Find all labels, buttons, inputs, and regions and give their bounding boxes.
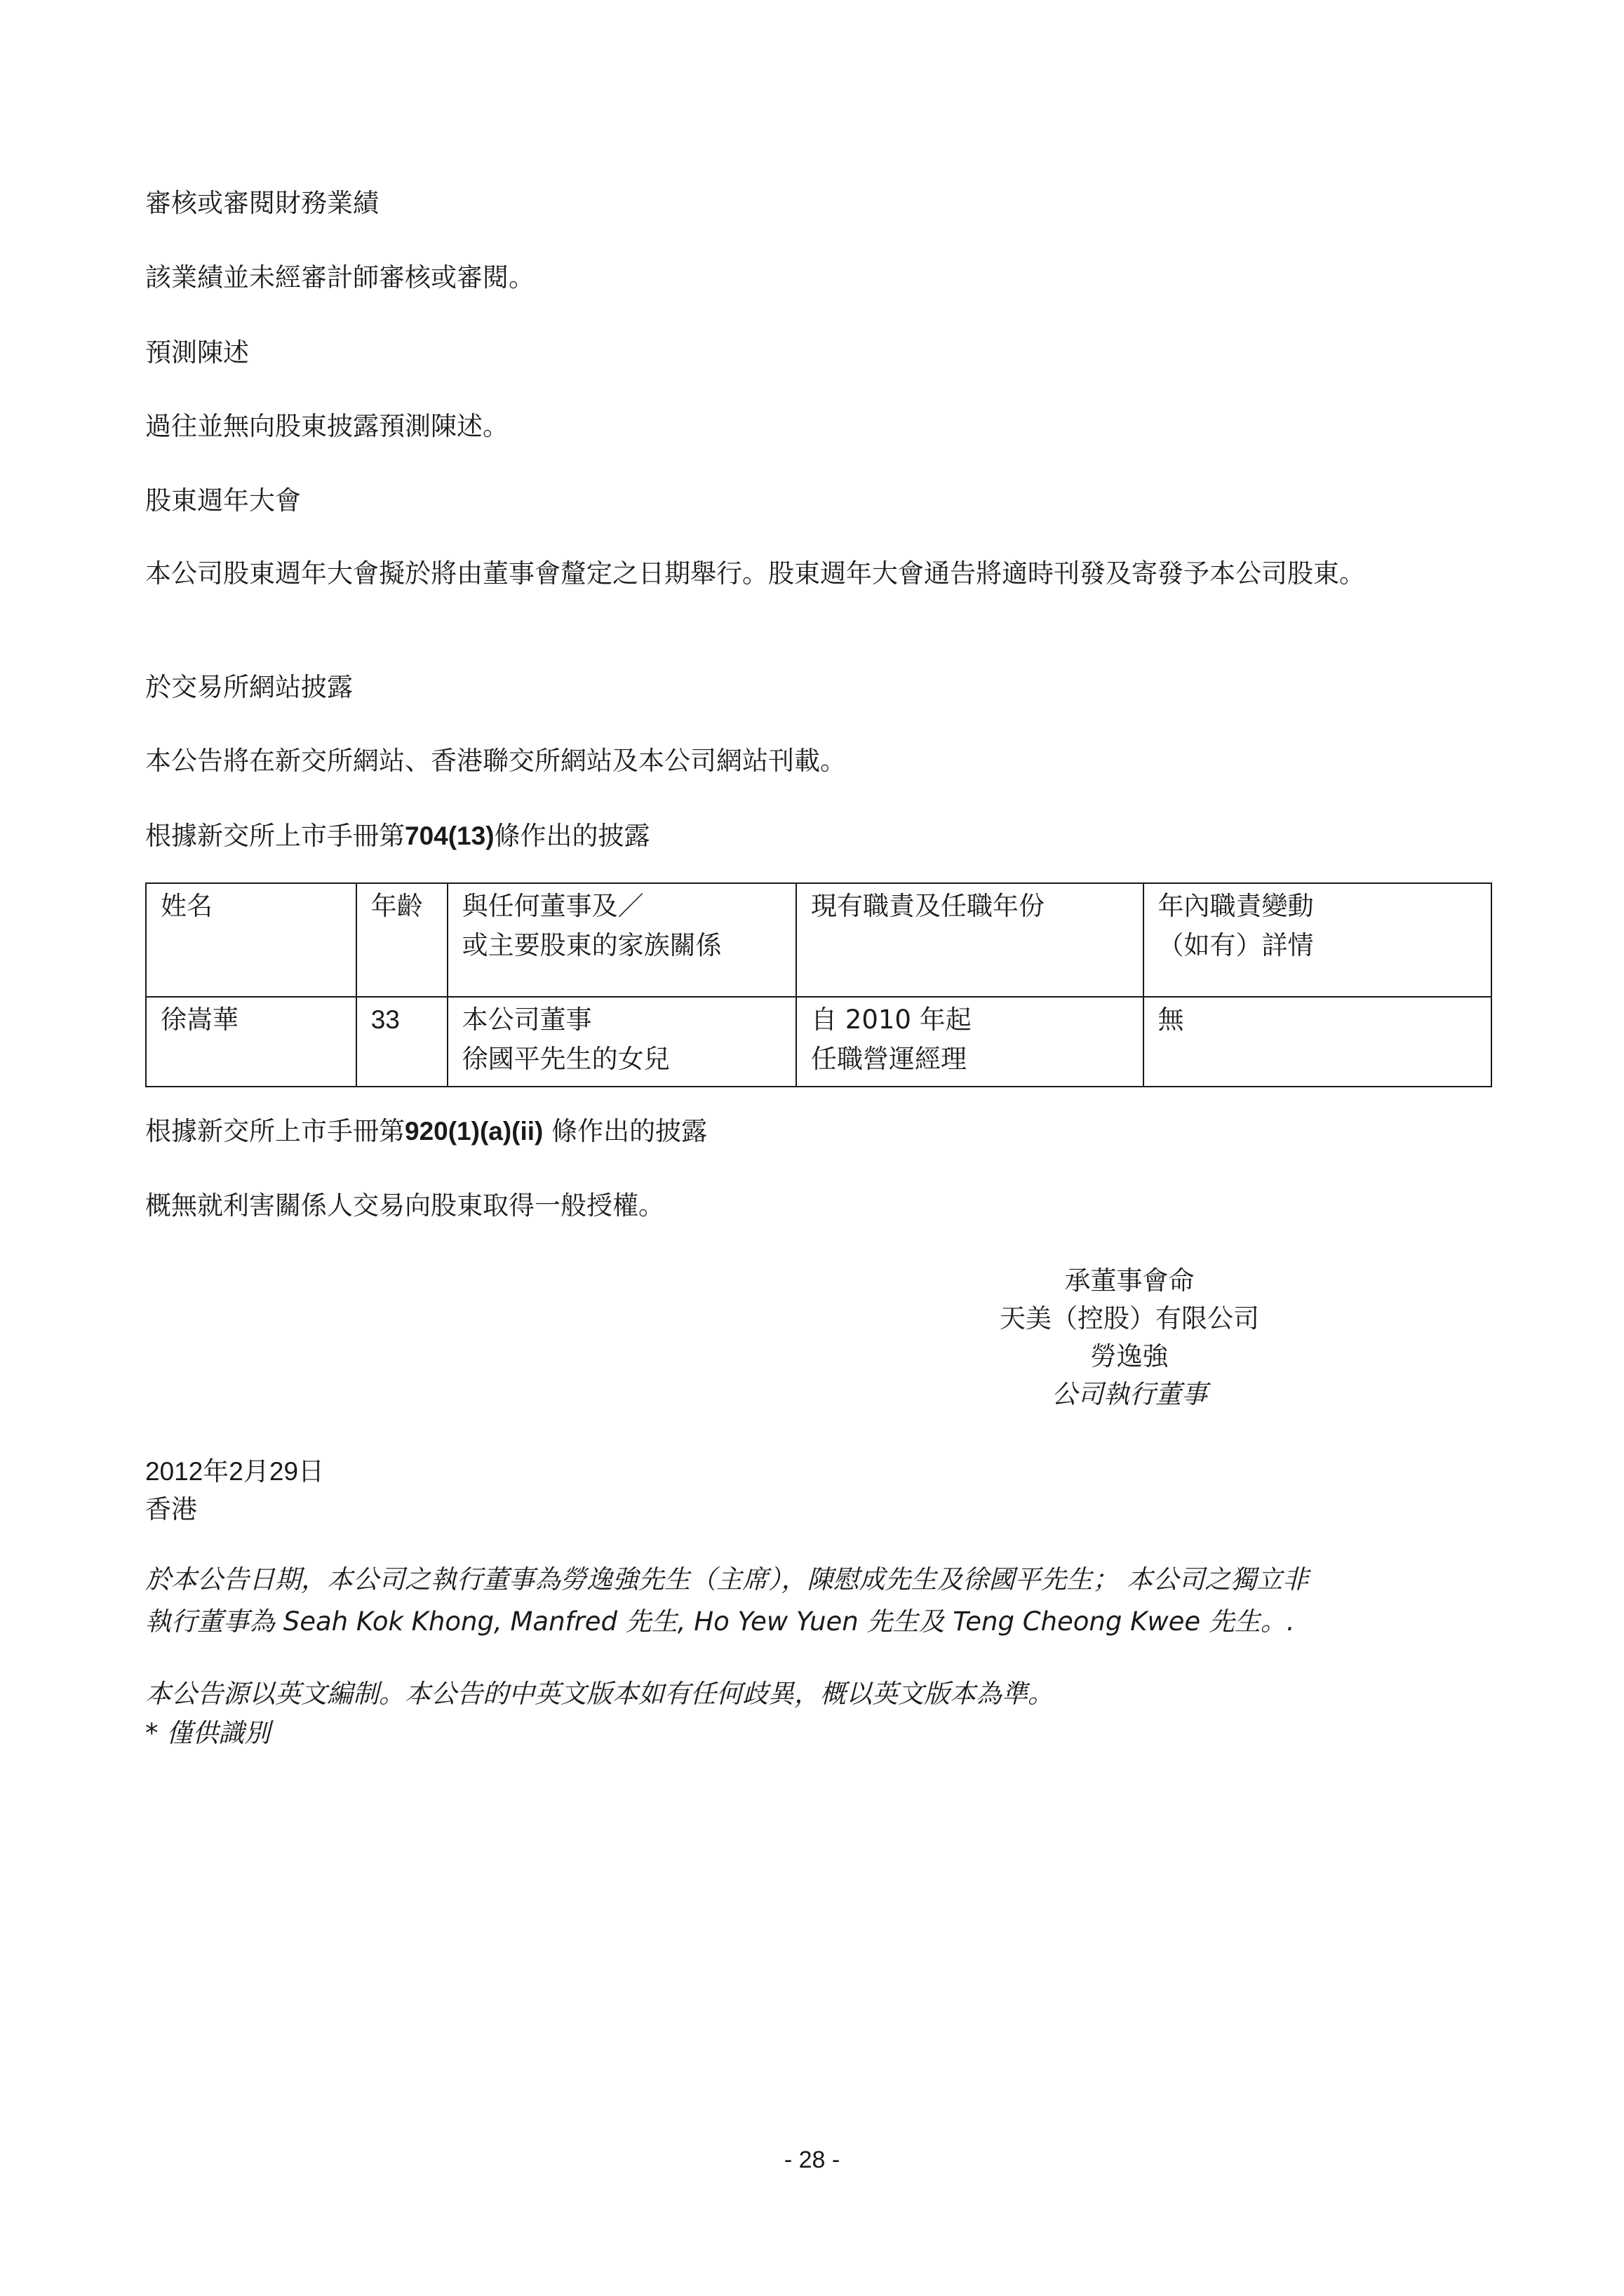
cell-position-line2: 任職營運經理 (811, 1044, 967, 1074)
forecast-text: 過往並無向股東披露預測陳述。 (145, 411, 509, 441)
cell-relation-line2: 徐國平先生的女兒 (462, 1044, 670, 1074)
header-relation (448, 883, 796, 997)
announcement-place: 香港 (145, 1494, 197, 1524)
identification-footnote: * 僅供識別 (145, 1718, 271, 1748)
header-position: 現有職責及任職年份 (796, 883, 1143, 997)
rule-920-heading-post: 條作出的披露 (543, 1116, 708, 1146)
rule-920-heading-pre: 根據新交所上市手冊第 (145, 1116, 405, 1146)
rule-704-number: 704(13) (405, 821, 495, 850)
rule-920-heading (145, 1112, 707, 1151)
header-relation-line2: 或主要股東的家族關係 (462, 930, 722, 960)
header-changes (1143, 883, 1492, 997)
website-heading: 於交易所網站披露 (145, 672, 353, 702)
agm-text: 本公司股東週年大會擬於將由董事會釐定之日期舉行。股東週年大會通告將適時刊發及寄發予本公司股東。 (145, 558, 1365, 589)
forecast-heading: 預測陳述 (145, 337, 249, 368)
rule-704-heading-post: 條作出的披露 (494, 821, 650, 851)
rule-920-text: 概無就利害關係人交易向股東取得一般授權。 (145, 1190, 664, 1221)
language-footnote: 本公告源以英文編制。本公告的中英文版本如有任何歧異，概以英文版本為準。 (145, 1679, 1054, 1709)
table-header-row (146, 883, 1491, 997)
directors-footnote-line1: 於本公告日期，本公司之執行董事為勞逸強先生（主席），陳慰成先生及徐國平先生； 本公司之獨立非 (145, 1564, 1309, 1595)
cell-changes: 無 (1143, 997, 1492, 1087)
header-relation-line1: 與任何董事及／ (462, 891, 644, 921)
rule-704-heading (145, 817, 650, 856)
signature-name: 勞逸強 (1090, 1341, 1169, 1371)
cell-relation-line1: 本公司董事 (462, 1005, 592, 1035)
header-changes-line1: 年內職責變動 (1157, 891, 1314, 921)
agm-heading: 股東週年大會 (145, 485, 301, 516)
director-disclosure-table (145, 882, 1492, 1087)
audit-text: 該業績並未經審計師審核或審閱。 (145, 262, 535, 293)
cell-age: 33 (356, 997, 448, 1087)
website-text: 本公告將在新交所網站、香港聯交所網站及本公司網站刊載。 (145, 746, 846, 776)
signature-order: 承董事會命 (1064, 1266, 1195, 1296)
directors-footnote-line2: 執行董事為 Seah Kok Khong, Manfred 先生, Ho Yew Yuen 先生及 Teng Cheong Kwee 先生。. (145, 1606, 1295, 1637)
rule-704-heading-pre: 根據新交所上市手冊第 (145, 821, 405, 851)
header-changes-line2: （如有）詳情 (1157, 930, 1314, 960)
signature-company: 天美（控股）有限公司 (1000, 1303, 1259, 1334)
signature-title: 公司執行董事 (1052, 1379, 1207, 1409)
header-age: 年齡 (356, 883, 448, 997)
cell-position (796, 997, 1143, 1087)
cell-relation (448, 997, 796, 1087)
table-row (146, 997, 1491, 1087)
cell-name: 徐嵩華 (146, 997, 356, 1087)
header-name: 姓名 (146, 883, 356, 997)
cell-position-line1: 自 2010 年起 (811, 1005, 972, 1035)
page-number: - 28 - (784, 2147, 840, 2173)
audit-heading: 審核或審閱財務業績 (145, 188, 379, 218)
announcement-date: 2012年2月29日 (145, 1457, 325, 1486)
rule-920-number: 920(1)(a)(ii) (405, 1117, 544, 1146)
